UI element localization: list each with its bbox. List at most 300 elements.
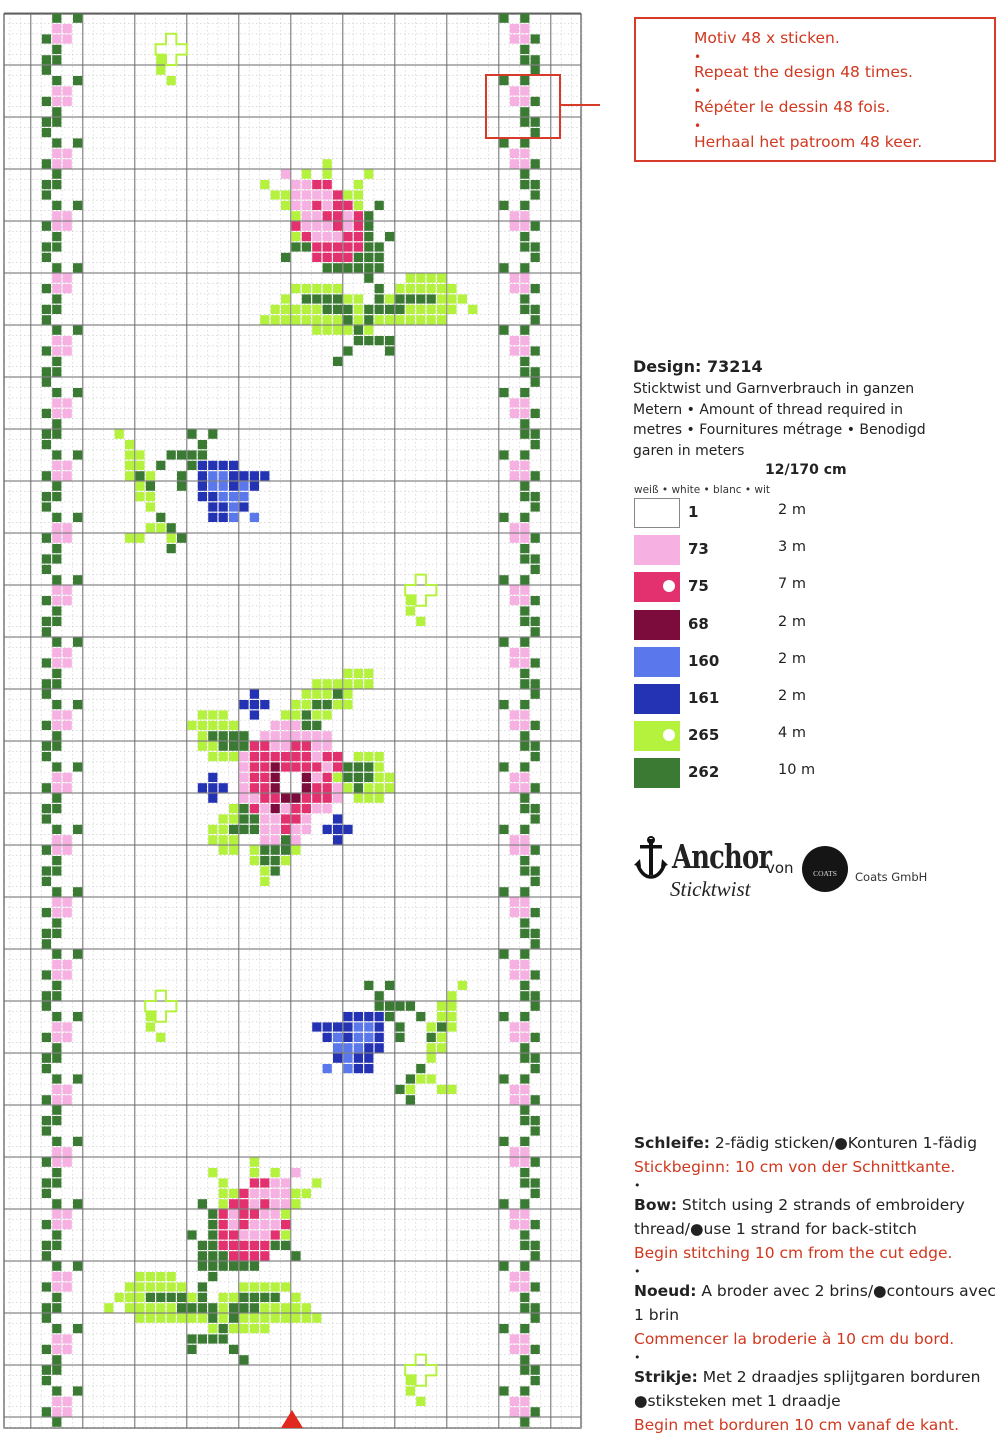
stitch: [385, 315, 394, 324]
stitch: [208, 742, 217, 751]
stitch: [333, 357, 342, 366]
stitch: [52, 45, 61, 54]
stitch: [177, 1314, 186, 1323]
stitch: [520, 1303, 529, 1312]
stitch: [520, 1178, 529, 1187]
stitch: [375, 1043, 384, 1052]
stitch: [531, 1095, 540, 1104]
stitch: [260, 180, 269, 189]
stitch: [229, 752, 238, 761]
stitch: [447, 1022, 456, 1031]
stitch: [416, 305, 425, 314]
stitch: [250, 1178, 259, 1187]
stitch: [427, 294, 436, 303]
stitch: [531, 1251, 540, 1260]
stitch: [531, 742, 540, 751]
stitch: [520, 596, 529, 605]
stitch: [208, 461, 217, 470]
stitch: [333, 326, 342, 335]
stitch: [499, 1386, 508, 1395]
stitch: [312, 242, 321, 251]
stitch: [333, 294, 342, 303]
stitch: [343, 825, 352, 834]
callout-line-en: Repeat the design 48 times.: [694, 63, 913, 81]
stitch: [208, 731, 217, 740]
stitch: [520, 149, 529, 158]
stitch: [520, 606, 529, 615]
stitch: [42, 804, 51, 813]
stitch: [416, 617, 425, 626]
stitch: [520, 388, 529, 397]
instruction-start-en: Begin stitching 10 cm from the cut edge.: [634, 1244, 953, 1262]
stitch: [323, 222, 332, 231]
stitch: [52, 887, 61, 896]
stitch: [125, 1303, 134, 1312]
stitch: [219, 846, 228, 855]
stitch: [42, 253, 51, 262]
stitch: [63, 97, 72, 106]
stitch: [302, 1314, 311, 1323]
stitch: [364, 762, 373, 771]
stitch: [271, 835, 280, 844]
stitch: [239, 1314, 248, 1323]
stitch: [531, 242, 540, 251]
stitch: [354, 1054, 363, 1063]
stitch: [510, 783, 519, 792]
stitch: [375, 242, 384, 251]
stitch: [531, 804, 540, 813]
stitch: [302, 170, 311, 179]
stitch: [531, 1241, 540, 1250]
stitch: [333, 232, 342, 241]
stitch: [42, 534, 51, 543]
stitch: [333, 814, 342, 823]
stitch: [437, 1012, 446, 1021]
legend-item: [634, 647, 834, 677]
stitch: [406, 305, 415, 314]
stitch: [531, 346, 540, 355]
product-name: Sticktwist: [670, 877, 751, 901]
stitch: [42, 1407, 51, 1416]
stitch: [52, 1168, 61, 1177]
stitch: [354, 1033, 363, 1042]
stitch: [187, 1303, 196, 1312]
stitch: [52, 367, 61, 376]
stitch: [354, 315, 363, 324]
stitch: [229, 1293, 238, 1302]
thread-code: 68: [688, 614, 709, 633]
stitch: [312, 773, 321, 782]
stitch: [406, 606, 415, 615]
stitch: [385, 294, 394, 303]
stitch: [52, 55, 61, 64]
stitch: [208, 1220, 217, 1229]
stitch: [427, 1033, 436, 1042]
stitch: [531, 1126, 540, 1135]
stitch: [52, 731, 61, 740]
stitch: [354, 773, 363, 782]
stitch: [520, 762, 529, 771]
stitch: [520, 1272, 529, 1281]
stitch: [271, 1303, 280, 1312]
stitch: [520, 586, 529, 595]
stitch: [52, 1386, 61, 1395]
callout-line-de: Motiv 48 x sticken.: [694, 29, 840, 47]
stitch: [510, 346, 519, 355]
legend-item: [634, 535, 834, 565]
stitch: [281, 1282, 290, 1291]
stitch: [260, 1251, 269, 1260]
stitch: [250, 752, 259, 761]
stitch: [52, 232, 61, 241]
stitch: [229, 814, 238, 823]
stitch: [208, 710, 217, 719]
instruction-label: Schleife:: [634, 1134, 710, 1152]
stitch: [52, 159, 61, 168]
stitch: [135, 492, 144, 501]
stitch: [52, 1262, 61, 1271]
stitch: [291, 752, 300, 761]
stitch: [291, 794, 300, 803]
stitch: [375, 1012, 384, 1021]
stitch: [531, 1407, 540, 1416]
stitch: [219, 461, 228, 470]
stitch: [302, 794, 311, 803]
stitch: [52, 679, 61, 688]
stitch: [250, 1262, 259, 1271]
stitch: [406, 1085, 415, 1094]
stitch: [52, 721, 61, 730]
stitch: [239, 783, 248, 792]
stitch: [520, 211, 529, 220]
stitch: [510, 846, 519, 855]
stitch: [167, 1314, 176, 1323]
stitch: [52, 856, 61, 865]
stitch: [499, 1137, 508, 1146]
stitch: [333, 190, 342, 199]
stitch: [510, 471, 519, 480]
stitch: [260, 762, 269, 771]
stitch: [63, 159, 72, 168]
stitch: [260, 315, 269, 324]
stitch: [531, 180, 540, 189]
stitch: [63, 86, 72, 95]
stitch: [499, 825, 508, 834]
stitch: [385, 346, 394, 355]
stitch: [63, 970, 72, 979]
stitch: [63, 34, 72, 43]
stitch: [531, 1366, 540, 1375]
stitch: [364, 981, 373, 990]
stitch: [510, 908, 519, 917]
stitch: [510, 1334, 519, 1343]
stitch: [323, 804, 332, 813]
stitch: [229, 825, 238, 834]
stitch: [42, 1366, 51, 1375]
stitch: [281, 794, 290, 803]
stitch: [52, 898, 61, 907]
backstitch-dot-icon: [663, 729, 675, 741]
stitch: [52, 575, 61, 584]
stitch: [302, 222, 311, 231]
stitch: [510, 461, 519, 470]
stitch: [520, 575, 529, 584]
stitch: [406, 1095, 415, 1104]
stitch: [52, 1241, 61, 1250]
stitch: [447, 294, 456, 303]
stitch: [385, 336, 394, 345]
stitch: [198, 731, 207, 740]
stitch: [250, 762, 259, 771]
stitch: [250, 1220, 259, 1229]
stitch: [333, 783, 342, 792]
stitch: [42, 190, 51, 199]
stitch: [229, 482, 238, 491]
stitch: [510, 648, 519, 657]
stitch: [167, 1282, 176, 1291]
stitch: [42, 939, 51, 948]
stitch: [52, 357, 61, 366]
stitch: [406, 274, 415, 283]
stitch: [52, 908, 61, 917]
stitch: [520, 544, 529, 553]
stitch: [73, 388, 82, 397]
stitch: [63, 24, 72, 33]
stitch: [281, 1210, 290, 1219]
separator-bullet: •: [634, 1179, 641, 1192]
stitch: [198, 1314, 207, 1323]
stitch: [531, 565, 540, 574]
stitch: [531, 34, 540, 43]
stitch: [375, 263, 384, 272]
stitch: [156, 1293, 165, 1302]
instruction-start-de: Stickbeginn: 10 cm von der Schnittkante.: [634, 1158, 956, 1176]
stitch: [531, 627, 540, 636]
stitch: [271, 731, 280, 740]
stitch: [302, 201, 311, 210]
stitch: [63, 721, 72, 730]
stitch: [520, 107, 529, 116]
stitch: [323, 794, 332, 803]
stitch: [271, 742, 280, 751]
stitch: [52, 430, 61, 439]
stitch: [271, 1178, 280, 1187]
stitch: [333, 284, 342, 293]
stitch: [52, 326, 61, 335]
stitch: [198, 492, 207, 501]
stitch: [52, 14, 61, 23]
stitch: [52, 1085, 61, 1094]
stitch: [208, 502, 217, 511]
stitch: [198, 1241, 207, 1250]
stitch: [63, 398, 72, 407]
stitch: [52, 658, 61, 667]
stitch: [499, 513, 508, 522]
stitch: [239, 1303, 248, 1312]
stitch: [239, 1262, 248, 1271]
stitch: [42, 305, 51, 314]
stitch: [198, 450, 207, 459]
stitch: [187, 1230, 196, 1239]
stitch: [437, 1022, 446, 1031]
stitch: [281, 253, 290, 262]
stitch: [63, 284, 72, 293]
stitch: [520, 232, 529, 241]
stitch: [42, 1220, 51, 1229]
stitch: [531, 378, 540, 387]
stitch: [333, 1054, 342, 1063]
stitch: [52, 554, 61, 563]
stitch: [520, 409, 529, 418]
stitch: [52, 222, 61, 231]
stitch: [177, 534, 186, 543]
stitch: [531, 877, 540, 886]
stitch: [510, 710, 519, 719]
stitch: [520, 367, 529, 376]
stitch: [343, 326, 352, 335]
stitch: [343, 1012, 352, 1021]
stitch: [52, 86, 61, 95]
stitch: [42, 752, 51, 761]
stitch: [198, 721, 207, 730]
color-swatch: [634, 572, 680, 602]
stitch: [156, 55, 165, 64]
stitch: [271, 794, 280, 803]
thread-code: 160: [688, 651, 720, 670]
stitch: [447, 1012, 456, 1021]
stitch: [52, 1303, 61, 1312]
stitch: [63, 149, 72, 158]
stitch: [281, 710, 290, 719]
stitch: [250, 690, 259, 699]
stitch: [302, 211, 311, 220]
instruction-label: Bow:: [634, 1196, 677, 1214]
stitch: [239, 1199, 248, 1208]
thread-length: 3 m: [778, 539, 806, 556]
stitch: [52, 1074, 61, 1083]
stitch: [260, 773, 269, 782]
stitch: [323, 731, 332, 740]
stitch: [52, 242, 61, 251]
stitch: [510, 1158, 519, 1167]
stitch: [52, 1116, 61, 1125]
instruction-text: Met 2 draadjes splijtgaren borduren ●stiksteken met 1 draadje: [634, 1368, 981, 1410]
stitch: [343, 263, 352, 272]
stitch: [302, 180, 311, 189]
stitch: [302, 814, 311, 823]
stitch: [520, 523, 529, 532]
stitch: [520, 534, 529, 543]
stitch: [63, 1272, 72, 1281]
stitch: [302, 783, 311, 792]
stitch: [52, 1220, 61, 1229]
stitch: [343, 305, 352, 314]
stitch: [499, 263, 508, 272]
stitch: [520, 419, 529, 428]
stitch: [520, 617, 529, 626]
stitch: [135, 450, 144, 459]
stitch: [52, 419, 61, 428]
stitch: [312, 742, 321, 751]
stitch: [531, 846, 540, 855]
stitch: [52, 1043, 61, 1052]
stitch: [302, 773, 311, 782]
stitch: [52, 523, 61, 532]
stitch: [458, 294, 467, 303]
stitch: [73, 950, 82, 959]
stitch: [239, 1241, 248, 1250]
stitch: [250, 1314, 259, 1323]
stitch: [52, 846, 61, 855]
stitch: [520, 1033, 529, 1042]
stitch: [271, 315, 280, 324]
stitch: [42, 159, 51, 168]
stitch: [229, 835, 238, 844]
stitch: [271, 814, 280, 823]
stitch: [520, 471, 529, 480]
stitch: [229, 804, 238, 813]
stitch: [333, 1043, 342, 1052]
stitch: [187, 721, 196, 730]
stitch: [531, 534, 540, 543]
stitch: [343, 1033, 352, 1042]
stitch: [63, 1147, 72, 1156]
stitch: [42, 970, 51, 979]
instruction-label: Strikje:: [634, 1368, 698, 1386]
color-swatch: [634, 758, 680, 788]
stitch: [343, 346, 352, 355]
stitch: [239, 1282, 248, 1291]
stitch: [385, 232, 394, 241]
stitch: [52, 149, 61, 158]
stitch: [42, 1178, 51, 1187]
stitch: [198, 461, 207, 470]
instruction-en: [634, 1193, 1000, 1241]
stitch: [499, 1324, 508, 1333]
stitch: [343, 690, 352, 699]
stitch: [42, 679, 51, 688]
stitch: [63, 835, 72, 844]
stitch: [42, 1345, 51, 1354]
stitch: [250, 1210, 259, 1219]
stitch: [250, 1241, 259, 1250]
stitch: [63, 1282, 72, 1291]
stitch: [42, 66, 51, 75]
stitch: [271, 1168, 280, 1177]
stitch: [499, 1074, 508, 1083]
stitch: [239, 1220, 248, 1229]
stitch: [343, 190, 352, 199]
stitch: [499, 1012, 508, 1021]
stitch: [52, 970, 61, 979]
stitch: [333, 263, 342, 272]
stitch: [52, 263, 61, 272]
stitch: [291, 1303, 300, 1312]
stitch: [73, 1262, 82, 1271]
stitch: [63, 211, 72, 220]
stitch: [520, 1334, 529, 1343]
stitch: [146, 502, 155, 511]
stitch: [229, 742, 238, 751]
stitch: [354, 305, 363, 314]
stitch: [52, 107, 61, 116]
callout-bullet: •: [694, 119, 702, 133]
stitch: [156, 461, 165, 470]
stitch: [364, 1022, 373, 1031]
stitch: [520, 1158, 529, 1167]
stitch: [302, 232, 311, 241]
stitch: [385, 1002, 394, 1011]
